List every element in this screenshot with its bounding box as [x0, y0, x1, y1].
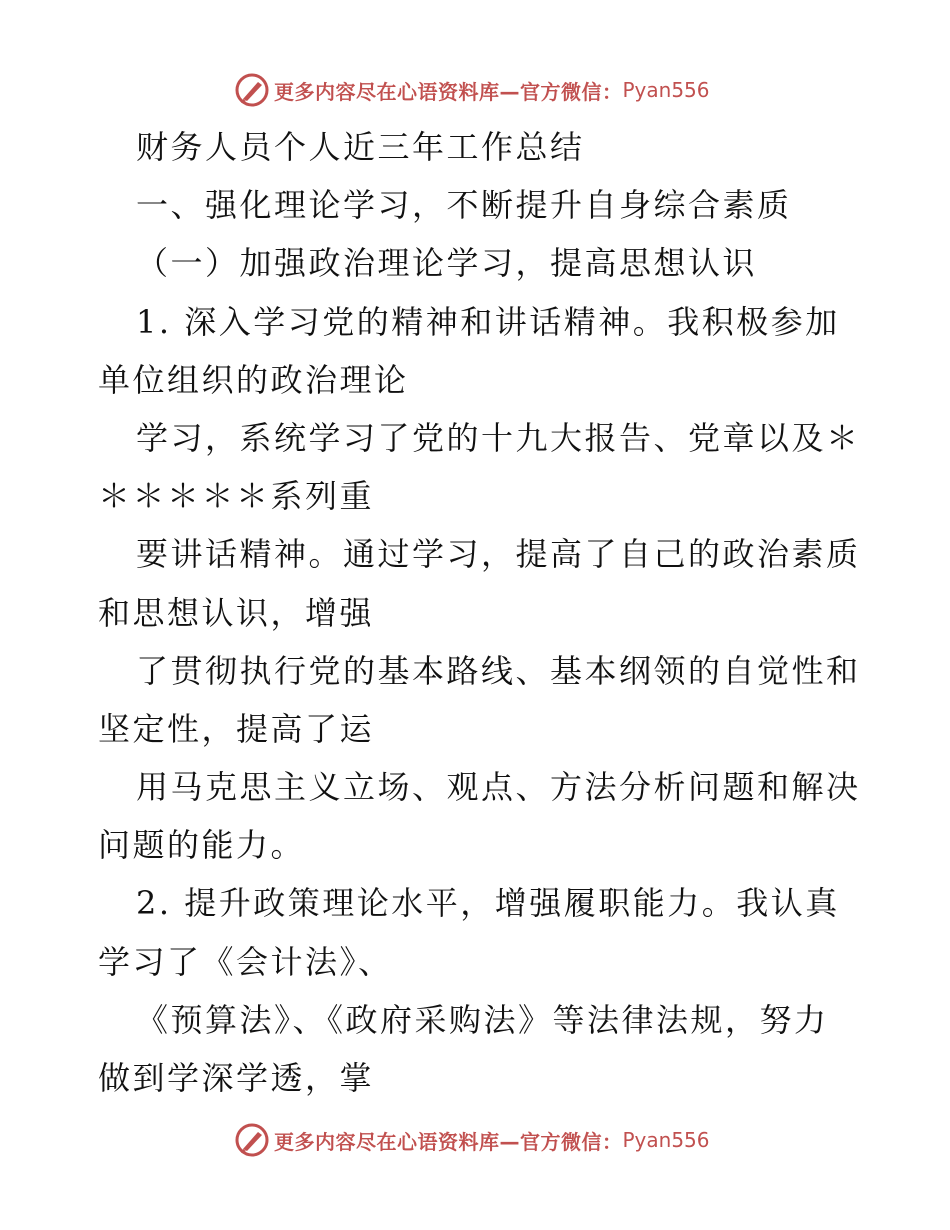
- text-line: 学习了《会计法》、: [98, 942, 393, 981]
- text-line: 财务人员个人近三年工作总结: [136, 128, 585, 166]
- pen-logo-icon: [234, 1122, 270, 1158]
- text-line: 问题的能力。: [98, 826, 306, 865]
- banner-wechat: Pyan556: [622, 78, 710, 102]
- text-line: 2. 提升政策理论水平，增强履职能力。我认真: [136, 884, 840, 923]
- pen-logo-icon: [234, 72, 270, 108]
- text-line: （一）加强政治理论学习，提高思想认识: [136, 244, 758, 283]
- header-banner: [234, 70, 714, 110]
- text-line: 用马克思主义立场、观点、方法分析问题和解决: [136, 768, 861, 807]
- text-line: ＊＊＊＊＊系列重: [98, 477, 375, 516]
- text-line: 和思想认识，增强: [98, 593, 375, 632]
- banner-text: 更多内容尽在心语资料库—官方微信：: [274, 79, 623, 104]
- banner-text: 更多内容尽在心语资料库—官方微信：: [274, 1129, 623, 1154]
- text-line: 学习，系统学习了党的十九大报告、党章以及＊: [136, 418, 861, 457]
- text-line: 一、强化理论学习，不断提升自身综合素质: [136, 186, 792, 225]
- text-line: 要讲话精神。通过学习，提高了自己的政治素质: [136, 535, 861, 574]
- text-line: 单位组织的政治理论: [98, 360, 409, 399]
- text-line: 1. 深入学习党的精神和讲话精神。我积极参加: [136, 302, 840, 341]
- text-line: 做到学深学透，掌: [98, 1059, 375, 1097]
- text-line: 了贯彻执行党的基本路线、基本纲领的自觉性和: [136, 651, 861, 690]
- text-line: 坚定性，提高了运: [98, 709, 375, 748]
- banner-wechat: Pyan556: [622, 1128, 710, 1152]
- document-body: [98, 118, 861, 1107]
- text-line: 《预算法》、《政府采购法》等法律法规，努力: [136, 1000, 829, 1039]
- footer-banner: [234, 1120, 714, 1160]
